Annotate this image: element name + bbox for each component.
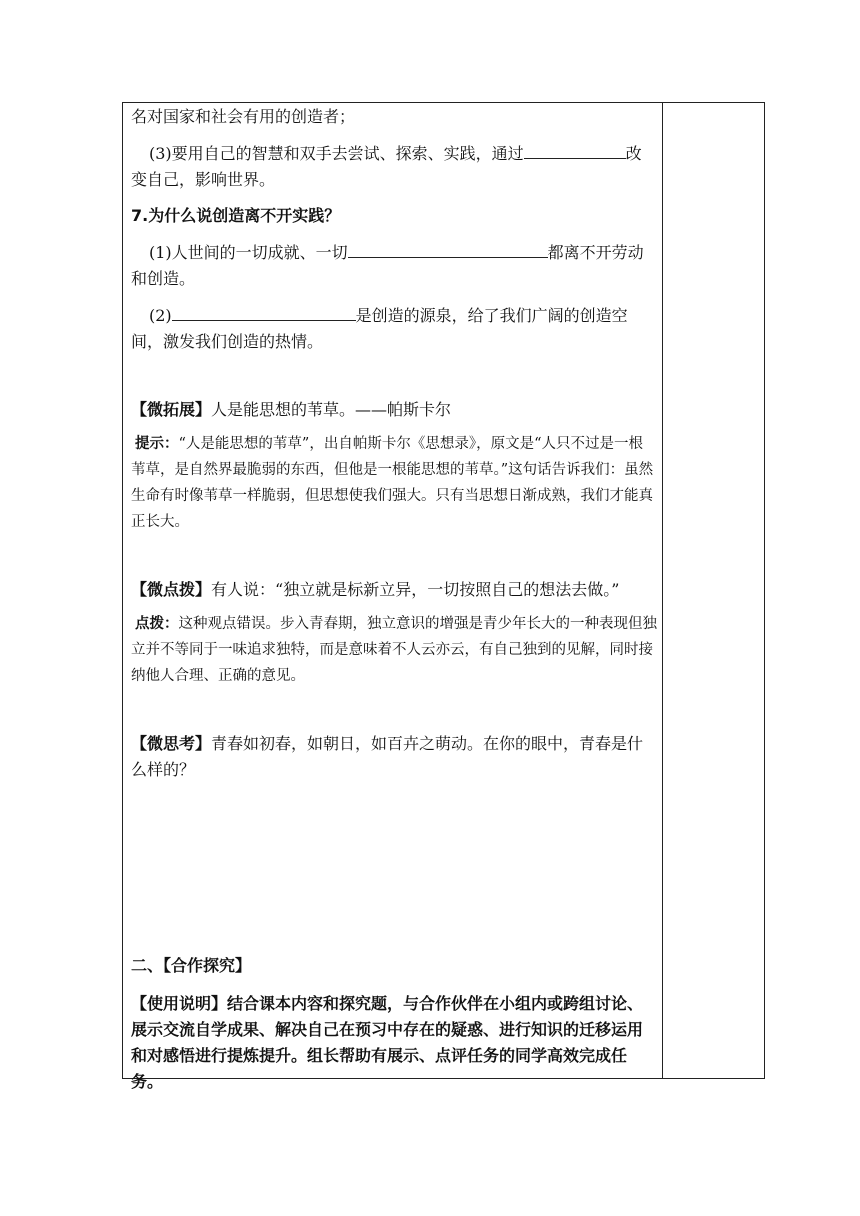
- column-divider: [662, 102, 663, 1079]
- extend-tip: 提示：“人是能思想的苇草”，出自帕斯卡尔《思想录》，原文是“人只不过是一根苇草，是自然界最脆弱的东西，但他是一根能思想的苇草。”这句话告诉我们：虽然生命有时像苇草一样脆弱，但思想使我们强大。只有当思想日渐成熟，我们才能真正长大。: [131, 435, 654, 530]
- point-line: 【微点拨】有人说：“独立就是标新立异，一切按照自己的想法去做。”: [131, 580, 620, 599]
- usage-note: 【使用说明】结合课本内容和探究题，与合作伙伴在小组内或跨组讨论、展示交流自学成果、解决自己在预习中存在的疑惑、进行知识的迁移运用和对感悟进行提炼提升。组长帮助有展示、点评任务的同学高效完成任务。: [131, 994, 644, 1091]
- q7-title: 7.为什么说创造离不开实践？: [131, 206, 341, 225]
- answer-blank[interactable]: [172, 302, 356, 321]
- section-2-title: 二、【合作探究】: [131, 956, 252, 975]
- extend-line: 【微拓展】人是能思想的苇草。——帕斯卡尔: [131, 400, 452, 419]
- point-tip: 点拨：这种观点错误。步入青春期，独立意识的增强是青少年长大的一种表现但独立并不等同于一味追求独特，而是意味着不人云亦云，有自己独到的见解，同时接纳他人合理、正确的意见。: [131, 615, 657, 684]
- continuation-line: 名对国家和社会有用的创造者；: [131, 107, 356, 126]
- think-line: 【微思考】青春如初春，如朝日，如百卉之萌动。在你的眼中，青春是什么样的？: [131, 734, 644, 779]
- q7-item-1: (1)人世间的一切成就、一切 都离不开劳动和创造。: [131, 239, 657, 292]
- q7-item-2: (2) 是创造的源泉，给了我们广阔的创造空间，激发我们创造的热情。: [131, 302, 657, 355]
- answer-blank[interactable]: [348, 239, 548, 258]
- answer-blank[interactable]: [524, 140, 626, 159]
- q6-item-3: (3)要用自己的智慧和双手去尝试、探索、实践，通过 改变自己，影响世界。: [131, 140, 657, 193]
- main-cell: [131, 104, 657, 1095]
